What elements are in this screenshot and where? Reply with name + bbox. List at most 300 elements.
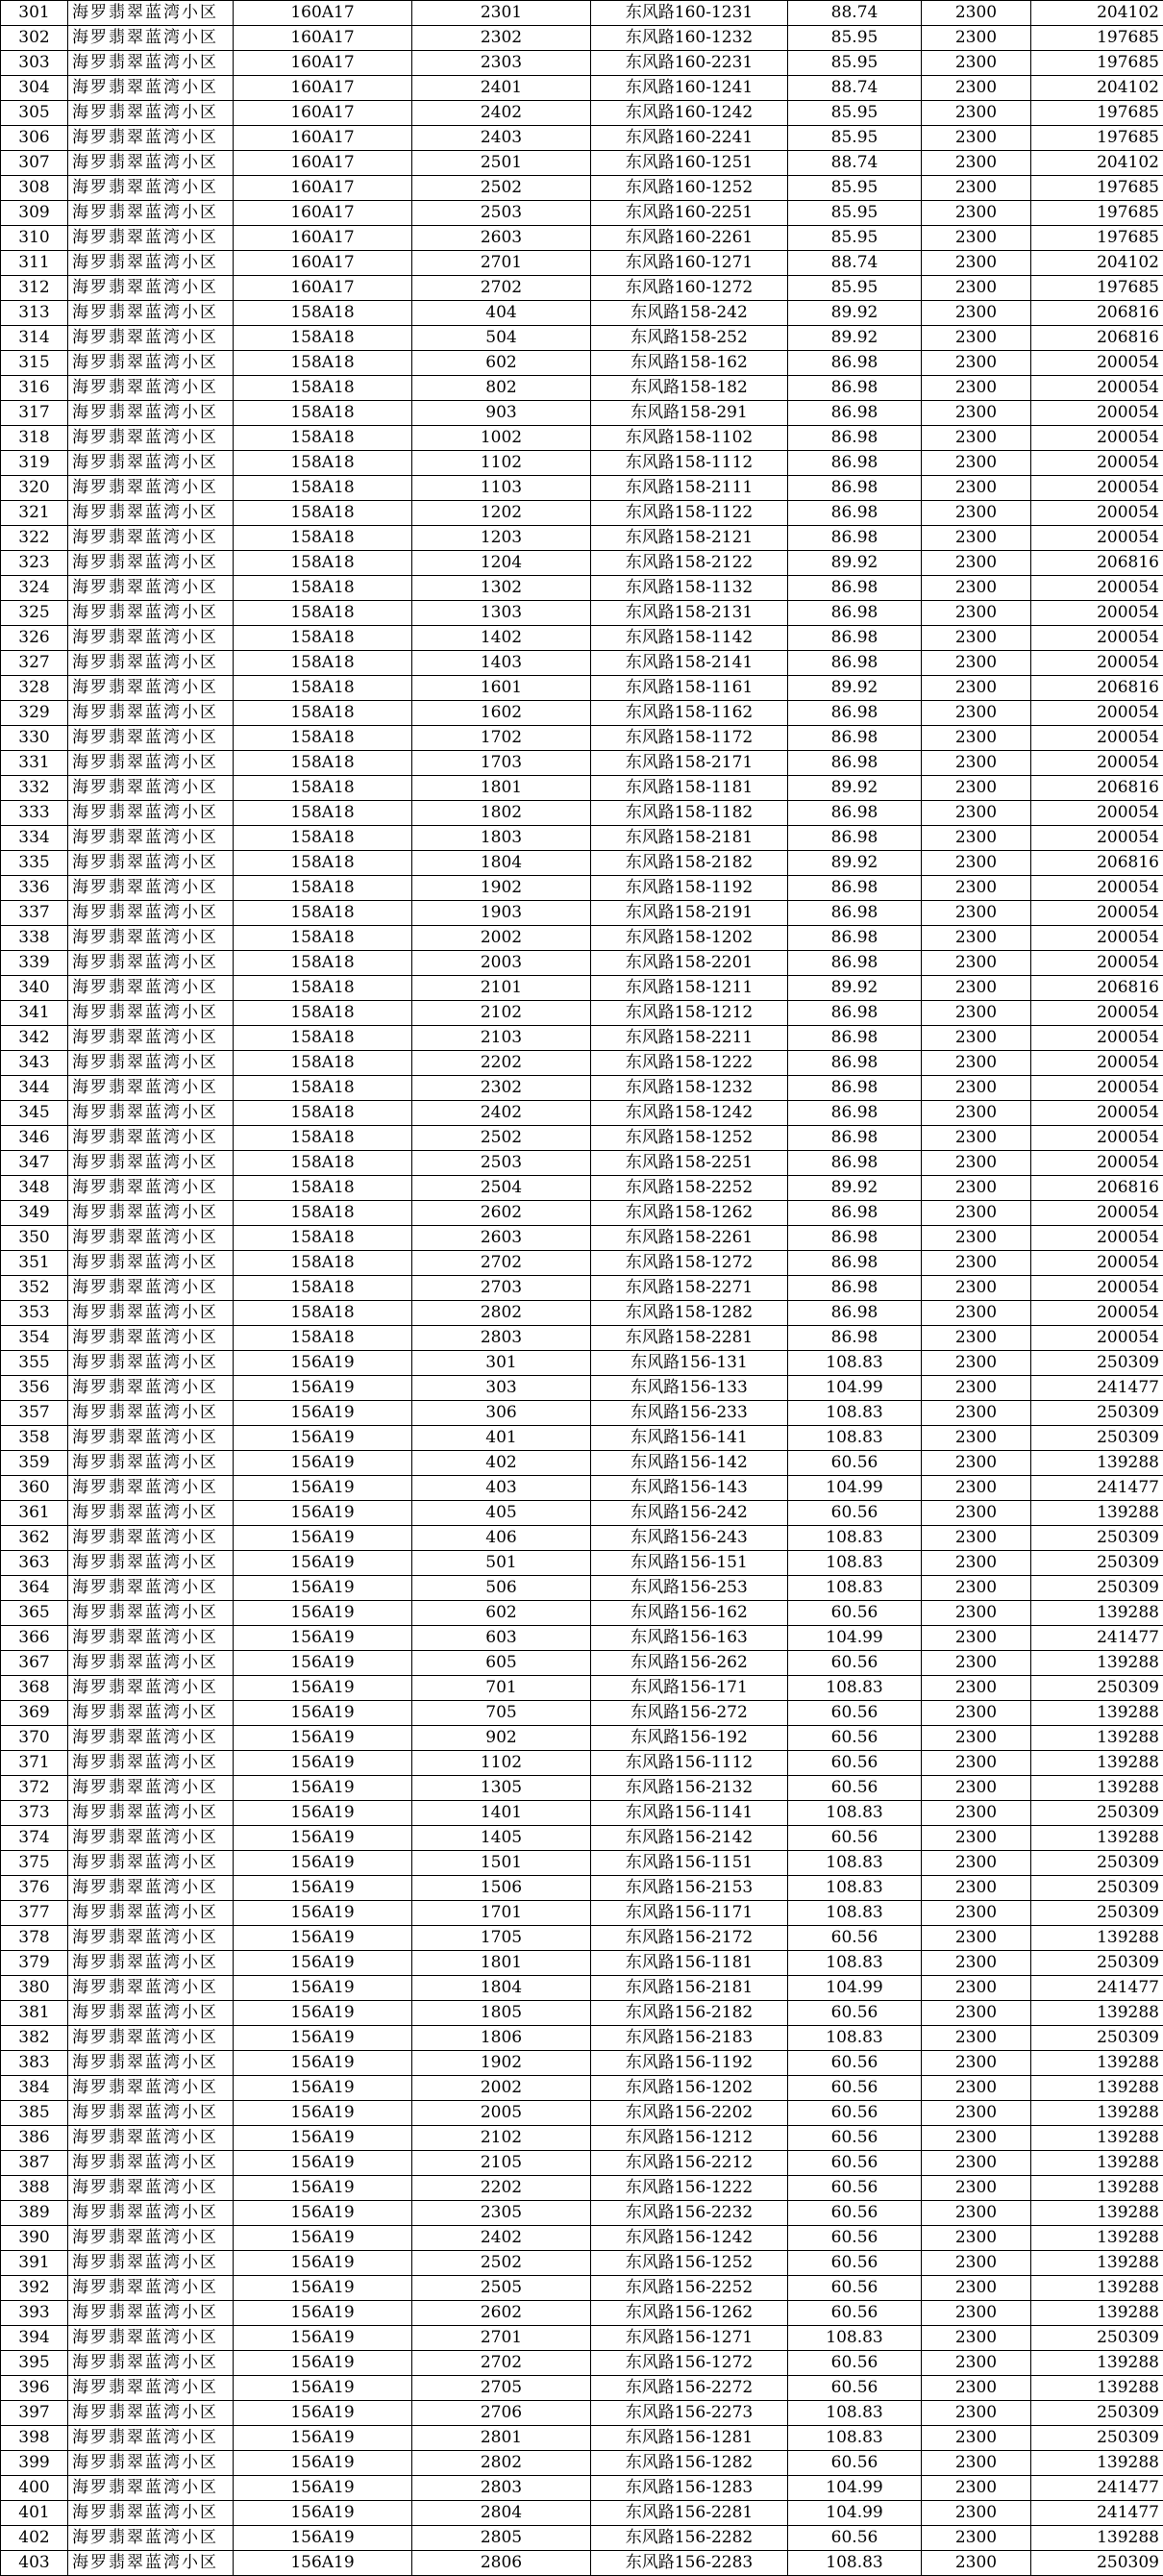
address-cell: 东风路158-1212 xyxy=(591,1001,788,1026)
room-number-cell: 1305 xyxy=(412,1776,591,1801)
address-cell: 东风路158-1172 xyxy=(591,726,788,751)
area-cell: 104.99 xyxy=(788,1626,922,1651)
community-name-cell: 海罗翡翠蓝湾小区 xyxy=(68,2351,234,2376)
room-number-cell: 1705 xyxy=(412,1926,591,1951)
unit-price-cell: 2300 xyxy=(922,2351,1031,2376)
row-number-cell: 341 xyxy=(1,1001,68,1026)
total-price-cell: 206816 xyxy=(1031,326,1163,351)
table-row xyxy=(1,1101,1163,1126)
unit-price-cell: 2300 xyxy=(922,2226,1031,2251)
total-price-cell: 200054 xyxy=(1031,1101,1163,1126)
table-row xyxy=(1,1476,1163,1501)
unit-price-cell: 2300 xyxy=(922,1501,1031,1526)
area-cell: 108.83 xyxy=(788,1801,922,1826)
building-cell: 156A19 xyxy=(234,2151,412,2176)
address-cell: 东风路160-1231 xyxy=(591,1,788,26)
row-number-cell: 379 xyxy=(1,1951,68,1976)
unit-price-cell: 2300 xyxy=(922,1926,1031,1951)
address-cell: 东风路156-1202 xyxy=(591,2076,788,2101)
row-number-cell: 397 xyxy=(1,2401,68,2426)
unit-price-cell: 2300 xyxy=(922,1426,1031,1451)
area-cell: 85.95 xyxy=(788,176,922,201)
total-price-cell: 200054 xyxy=(1031,801,1163,826)
row-number-cell: 315 xyxy=(1,351,68,376)
unit-price-cell: 2300 xyxy=(922,1076,1031,1101)
address-cell: 东风路156-272 xyxy=(591,1701,788,1726)
community-name-cell: 海罗翡翠蓝湾小区 xyxy=(68,1976,234,2001)
address-cell: 东风路156-242 xyxy=(591,1501,788,1526)
row-number-cell: 368 xyxy=(1,1676,68,1701)
total-price-cell: 250309 xyxy=(1031,2426,1163,2451)
table-row xyxy=(1,776,1163,801)
community-name-cell: 海罗翡翠蓝湾小区 xyxy=(68,1026,234,1051)
unit-price-cell: 2300 xyxy=(922,2001,1031,2026)
total-price-cell: 200054 xyxy=(1031,1201,1163,1226)
total-price-cell: 197685 xyxy=(1031,26,1163,51)
unit-price-cell: 2300 xyxy=(922,1151,1031,1176)
area-cell: 108.83 xyxy=(788,1951,922,1976)
room-number-cell: 2503 xyxy=(412,201,591,226)
room-number-cell: 1303 xyxy=(412,601,591,626)
table-row xyxy=(1,2126,1163,2151)
address-cell: 东风路156-1192 xyxy=(591,2051,788,2076)
table-row xyxy=(1,2526,1163,2551)
total-price-cell: 200054 xyxy=(1031,601,1163,626)
total-price-cell: 197685 xyxy=(1031,126,1163,151)
table-row xyxy=(1,876,1163,901)
community-name-cell: 海罗翡翠蓝湾小区 xyxy=(68,426,234,451)
room-number-cell: 1102 xyxy=(412,451,591,476)
row-number-cell: 320 xyxy=(1,476,68,501)
address-cell: 东风路156-233 xyxy=(591,1401,788,1426)
area-cell: 86.98 xyxy=(788,1076,922,1101)
table-row xyxy=(1,1226,1163,1251)
table-row xyxy=(1,2251,1163,2276)
address-cell: 东风路158-1282 xyxy=(591,1301,788,1326)
table-row xyxy=(1,1051,1163,1076)
community-name-cell: 海罗翡翠蓝湾小区 xyxy=(68,2176,234,2201)
address-cell: 东风路158-1102 xyxy=(591,426,788,451)
building-cell: 156A19 xyxy=(234,1676,412,1701)
community-name-cell: 海罗翡翠蓝湾小区 xyxy=(68,2226,234,2251)
address-cell: 东风路156-163 xyxy=(591,1626,788,1651)
row-number-cell: 308 xyxy=(1,176,68,201)
room-number-cell: 303 xyxy=(412,1376,591,1401)
unit-price-cell: 2300 xyxy=(922,1401,1031,1426)
unit-price-cell: 2300 xyxy=(922,2526,1031,2551)
room-number-cell: 1703 xyxy=(412,751,591,776)
community-name-cell: 海罗翡翠蓝湾小区 xyxy=(68,1576,234,1601)
room-number-cell: 1506 xyxy=(412,1876,591,1901)
address-cell: 东风路156-1242 xyxy=(591,2226,788,2251)
area-cell: 89.92 xyxy=(788,326,922,351)
building-cell: 156A19 xyxy=(234,2326,412,2351)
total-price-cell: 200054 xyxy=(1031,376,1163,401)
unit-price-cell: 2300 xyxy=(922,1851,1031,1876)
community-name-cell: 海罗翡翠蓝湾小区 xyxy=(68,351,234,376)
address-cell: 东风路160-1252 xyxy=(591,176,788,201)
address-cell: 东风路156-2172 xyxy=(591,1926,788,1951)
row-number-cell: 346 xyxy=(1,1126,68,1151)
community-name-cell: 海罗翡翠蓝湾小区 xyxy=(68,2251,234,2276)
row-number-cell: 399 xyxy=(1,2451,68,2476)
address-cell: 东风路158-1122 xyxy=(591,501,788,526)
building-cell: 160A17 xyxy=(234,26,412,51)
community-name-cell: 海罗翡翠蓝湾小区 xyxy=(68,1776,234,1801)
row-number-cell: 326 xyxy=(1,626,68,651)
address-cell: 东风路156-2212 xyxy=(591,2151,788,2176)
table-row xyxy=(1,2026,1163,2051)
table-row xyxy=(1,2176,1163,2201)
table-row xyxy=(1,2101,1163,2126)
address-cell: 东风路156-2232 xyxy=(591,2201,788,2226)
building-cell: 158A18 xyxy=(234,551,412,576)
community-name-cell: 海罗翡翠蓝湾小区 xyxy=(68,1476,234,1501)
building-cell: 160A17 xyxy=(234,226,412,251)
total-price-cell: 139288 xyxy=(1031,1726,1163,1751)
unit-price-cell: 2300 xyxy=(922,1776,1031,1801)
area-cell: 86.98 xyxy=(788,1126,922,1151)
building-cell: 156A19 xyxy=(234,1801,412,1826)
community-name-cell: 海罗翡翠蓝湾小区 xyxy=(68,2526,234,2551)
address-cell: 东风路160-1232 xyxy=(591,26,788,51)
area-cell: 86.98 xyxy=(788,376,922,401)
room-number-cell: 1103 xyxy=(412,476,591,501)
building-cell: 156A19 xyxy=(234,2001,412,2026)
area-cell: 86.98 xyxy=(788,626,922,651)
row-number-cell: 305 xyxy=(1,101,68,126)
building-cell: 156A19 xyxy=(234,1726,412,1751)
unit-price-cell: 2300 xyxy=(922,801,1031,826)
room-number-cell: 2806 xyxy=(412,2551,591,2576)
table-row xyxy=(1,1901,1163,1926)
area-cell: 85.95 xyxy=(788,101,922,126)
area-cell: 85.95 xyxy=(788,126,922,151)
area-cell: 60.56 xyxy=(788,2301,922,2326)
unit-price-cell: 2300 xyxy=(922,2476,1031,2501)
row-number-cell: 303 xyxy=(1,51,68,76)
total-price-cell: 250309 xyxy=(1031,1526,1163,1551)
area-cell: 60.56 xyxy=(788,2001,922,2026)
community-name-cell: 海罗翡翠蓝湾小区 xyxy=(68,2451,234,2476)
area-cell: 86.98 xyxy=(788,451,922,476)
community-name-cell: 海罗翡翠蓝湾小区 xyxy=(68,2001,234,2026)
address-cell: 东风路160-2261 xyxy=(591,226,788,251)
row-number-cell: 328 xyxy=(1,676,68,701)
building-cell: 158A18 xyxy=(234,1226,412,1251)
total-price-cell: 200054 xyxy=(1031,501,1163,526)
total-price-cell: 200054 xyxy=(1031,1001,1163,1026)
building-cell: 158A18 xyxy=(234,476,412,501)
row-number-cell: 306 xyxy=(1,126,68,151)
area-cell: 108.83 xyxy=(788,1676,922,1701)
community-name-cell: 海罗翡翠蓝湾小区 xyxy=(68,926,234,951)
total-price-cell: 139288 xyxy=(1031,2176,1163,2201)
address-cell: 东风路156-1252 xyxy=(591,2251,788,2276)
row-number-cell: 318 xyxy=(1,426,68,451)
room-number-cell: 2803 xyxy=(412,1326,591,1351)
address-cell: 东风路158-1252 xyxy=(591,1126,788,1151)
address-cell: 东风路156-1271 xyxy=(591,2326,788,2351)
room-number-cell: 2603 xyxy=(412,226,591,251)
table-row xyxy=(1,1326,1163,1351)
unit-price-cell: 2300 xyxy=(922,1726,1031,1751)
unit-price-cell: 2300 xyxy=(922,876,1031,901)
community-name-cell: 海罗翡翠蓝湾小区 xyxy=(68,976,234,1001)
total-price-cell: 139288 xyxy=(1031,2226,1163,2251)
community-name-cell: 海罗翡翠蓝湾小区 xyxy=(68,1651,234,1676)
table-row xyxy=(1,1501,1163,1526)
row-number-cell: 380 xyxy=(1,1976,68,2001)
building-cell: 156A19 xyxy=(234,2101,412,2126)
building-cell: 156A19 xyxy=(234,1901,412,1926)
row-number-cell: 324 xyxy=(1,576,68,601)
row-number-cell: 348 xyxy=(1,1176,68,1201)
row-number-cell: 398 xyxy=(1,2426,68,2451)
row-number-cell: 336 xyxy=(1,876,68,901)
unit-price-cell: 2300 xyxy=(922,2201,1031,2226)
community-name-cell: 海罗翡翠蓝湾小区 xyxy=(68,2551,234,2576)
table-row xyxy=(1,1376,1163,1401)
room-number-cell: 902 xyxy=(412,1726,591,1751)
total-price-cell: 250309 xyxy=(1031,2551,1163,2576)
table-row xyxy=(1,126,1163,151)
area-cell: 60.56 xyxy=(788,1601,922,1626)
address-cell: 东风路158-2141 xyxy=(591,651,788,676)
address-cell: 东风路158-242 xyxy=(591,301,788,326)
row-number-cell: 385 xyxy=(1,2101,68,2126)
area-cell: 60.56 xyxy=(788,2076,922,2101)
total-price-cell: 200054 xyxy=(1031,876,1163,901)
row-number-cell: 304 xyxy=(1,76,68,101)
table-row xyxy=(1,51,1163,76)
unit-price-cell: 2300 xyxy=(922,2151,1031,2176)
address-cell: 东风路160-2251 xyxy=(591,201,788,226)
area-cell: 86.98 xyxy=(788,426,922,451)
community-name-cell: 海罗翡翠蓝湾小区 xyxy=(68,901,234,926)
unit-price-cell: 2300 xyxy=(922,2426,1031,2451)
building-cell: 160A17 xyxy=(234,201,412,226)
area-cell: 85.95 xyxy=(788,26,922,51)
room-number-cell: 2202 xyxy=(412,2176,591,2201)
total-price-cell: 250309 xyxy=(1031,1551,1163,1576)
unit-price-cell: 2300 xyxy=(922,1701,1031,1726)
total-price-cell: 139288 xyxy=(1031,2301,1163,2326)
row-number-cell: 334 xyxy=(1,826,68,851)
address-cell: 东风路156-171 xyxy=(591,1676,788,1701)
unit-price-cell: 2300 xyxy=(922,1801,1031,1826)
unit-price-cell: 2300 xyxy=(922,1301,1031,1326)
community-name-cell: 海罗翡翠蓝湾小区 xyxy=(68,1126,234,1151)
total-price-cell: 250309 xyxy=(1031,2026,1163,2051)
table-row xyxy=(1,2276,1163,2301)
total-price-cell: 139288 xyxy=(1031,1601,1163,1626)
row-number-cell: 393 xyxy=(1,2301,68,2326)
building-cell: 158A18 xyxy=(234,726,412,751)
building-cell: 156A19 xyxy=(234,1651,412,1676)
area-cell: 104.99 xyxy=(788,1976,922,2001)
room-number-cell: 2301 xyxy=(412,1,591,26)
total-price-cell: 200054 xyxy=(1031,1326,1163,1351)
room-number-cell: 2502 xyxy=(412,1126,591,1151)
room-number-cell: 2504 xyxy=(412,1176,591,1201)
room-number-cell: 2502 xyxy=(412,2251,591,2276)
building-cell: 158A18 xyxy=(234,1101,412,1126)
row-number-cell: 353 xyxy=(1,1301,68,1326)
unit-price-cell: 2300 xyxy=(922,526,1031,551)
address-cell: 东风路156-1222 xyxy=(591,2176,788,2201)
address-cell: 东风路156-1283 xyxy=(591,2476,788,2501)
total-price-cell: 139288 xyxy=(1031,2001,1163,2026)
address-cell: 东风路158-2181 xyxy=(591,826,788,851)
total-price-cell: 250309 xyxy=(1031,1576,1163,1601)
room-number-cell: 2603 xyxy=(412,1226,591,1251)
room-number-cell: 2002 xyxy=(412,2076,591,2101)
table-row xyxy=(1,2151,1163,2176)
unit-price-cell: 2300 xyxy=(922,2051,1031,2076)
community-name-cell: 海罗翡翠蓝湾小区 xyxy=(68,1001,234,1026)
building-cell: 156A19 xyxy=(234,1976,412,2001)
community-name-cell: 海罗翡翠蓝湾小区 xyxy=(68,1326,234,1351)
community-name-cell: 海罗翡翠蓝湾小区 xyxy=(68,701,234,726)
area-cell: 86.98 xyxy=(788,951,922,976)
unit-price-cell: 2300 xyxy=(922,1676,1031,1701)
room-number-cell: 2602 xyxy=(412,1201,591,1226)
community-name-cell: 海罗翡翠蓝湾小区 xyxy=(68,2476,234,2501)
room-number-cell: 2403 xyxy=(412,126,591,151)
area-cell: 86.98 xyxy=(788,701,922,726)
building-cell: 158A18 xyxy=(234,1051,412,1076)
area-cell: 60.56 xyxy=(788,2251,922,2276)
building-cell: 156A19 xyxy=(234,1576,412,1601)
table-row xyxy=(1,301,1163,326)
community-name-cell: 海罗翡翠蓝湾小区 xyxy=(68,851,234,876)
address-cell: 东风路158-182 xyxy=(591,376,788,401)
address-cell: 东风路156-1282 xyxy=(591,2451,788,2476)
building-cell: 158A18 xyxy=(234,1126,412,1151)
area-cell: 86.98 xyxy=(788,1151,922,1176)
address-cell: 东风路156-162 xyxy=(591,1601,788,1626)
row-number-cell: 329 xyxy=(1,701,68,726)
row-number-cell: 384 xyxy=(1,2076,68,2101)
row-number-cell: 339 xyxy=(1,951,68,976)
room-number-cell: 1405 xyxy=(412,1826,591,1851)
table-row xyxy=(1,1676,1163,1701)
unit-price-cell: 2300 xyxy=(922,476,1031,501)
area-cell: 88.74 xyxy=(788,76,922,101)
table-row xyxy=(1,851,1163,876)
table-row xyxy=(1,1251,1163,1276)
unit-price-cell: 2300 xyxy=(922,1276,1031,1301)
room-number-cell: 2305 xyxy=(412,2201,591,2226)
area-cell: 86.98 xyxy=(788,576,922,601)
row-number-cell: 378 xyxy=(1,1926,68,1951)
table-row xyxy=(1,101,1163,126)
total-price-cell: 139288 xyxy=(1031,2151,1163,2176)
unit-price-cell: 2300 xyxy=(922,1326,1031,1351)
building-cell: 158A18 xyxy=(234,651,412,676)
total-price-cell: 250309 xyxy=(1031,1801,1163,1826)
total-price-cell: 250309 xyxy=(1031,2326,1163,2351)
address-cell: 东风路158-1112 xyxy=(591,451,788,476)
building-cell: 156A19 xyxy=(234,2176,412,2201)
community-name-cell: 海罗翡翠蓝湾小区 xyxy=(68,1626,234,1651)
community-name-cell: 海罗翡翠蓝湾小区 xyxy=(68,201,234,226)
building-cell: 158A18 xyxy=(234,976,412,1001)
unit-price-cell: 2300 xyxy=(922,551,1031,576)
area-cell: 88.74 xyxy=(788,1,922,26)
area-cell: 60.56 xyxy=(788,1501,922,1526)
table-row xyxy=(1,1701,1163,1726)
row-number-cell: 344 xyxy=(1,1076,68,1101)
room-number-cell: 605 xyxy=(412,1651,591,1676)
row-number-cell: 392 xyxy=(1,2276,68,2301)
room-number-cell: 2101 xyxy=(412,976,591,1001)
room-number-cell: 2401 xyxy=(412,76,591,101)
room-number-cell: 603 xyxy=(412,1626,591,1651)
area-cell: 86.98 xyxy=(788,501,922,526)
total-price-cell: 200054 xyxy=(1031,1301,1163,1326)
row-number-cell: 365 xyxy=(1,1601,68,1626)
unit-price-cell: 2300 xyxy=(922,2126,1031,2151)
address-cell: 东风路158-162 xyxy=(591,351,788,376)
building-cell: 156A19 xyxy=(234,1751,412,1776)
row-number-cell: 302 xyxy=(1,26,68,51)
address-cell: 东风路156-142 xyxy=(591,1451,788,1476)
community-name-cell: 海罗翡翠蓝湾小区 xyxy=(68,476,234,501)
building-cell: 158A18 xyxy=(234,1176,412,1201)
row-number-cell: 357 xyxy=(1,1401,68,1426)
area-cell: 108.83 xyxy=(788,1526,922,1551)
address-cell: 东风路158-1211 xyxy=(591,976,788,1001)
address-cell: 东风路158-2121 xyxy=(591,526,788,551)
row-number-cell: 372 xyxy=(1,1776,68,1801)
address-cell: 东风路156-1141 xyxy=(591,1801,788,1826)
address-cell: 东风路156-253 xyxy=(591,1576,788,1601)
room-number-cell: 2701 xyxy=(412,2326,591,2351)
room-number-cell: 1402 xyxy=(412,626,591,651)
community-name-cell: 海罗翡翠蓝湾小区 xyxy=(68,726,234,751)
row-number-cell: 382 xyxy=(1,2026,68,2051)
total-price-cell: 250309 xyxy=(1031,1851,1163,1876)
row-number-cell: 371 xyxy=(1,1751,68,1776)
community-name-cell: 海罗翡翠蓝湾小区 xyxy=(68,951,234,976)
community-name-cell: 海罗翡翠蓝湾小区 xyxy=(68,1701,234,1726)
table-row xyxy=(1,2226,1163,2251)
room-number-cell: 701 xyxy=(412,1676,591,1701)
building-cell: 156A19 xyxy=(234,2226,412,2251)
building-cell: 156A19 xyxy=(234,2126,412,2151)
address-cell: 东风路158-1222 xyxy=(591,1051,788,1076)
community-name-cell: 海罗翡翠蓝湾小区 xyxy=(68,1301,234,1326)
community-name-cell: 海罗翡翠蓝湾小区 xyxy=(68,1901,234,1926)
building-cell: 156A19 xyxy=(234,2451,412,2476)
building-cell: 156A19 xyxy=(234,1926,412,1951)
community-name-cell: 海罗翡翠蓝湾小区 xyxy=(68,576,234,601)
unit-price-cell: 2300 xyxy=(922,1176,1031,1201)
unit-price-cell: 2300 xyxy=(922,1201,1031,1226)
address-cell: 东风路156-2132 xyxy=(591,1776,788,1801)
address-cell: 东风路158-2131 xyxy=(591,601,788,626)
table-row xyxy=(1,351,1163,376)
row-number-cell: 327 xyxy=(1,651,68,676)
community-name-cell: 海罗翡翠蓝湾小区 xyxy=(68,1351,234,1376)
area-cell: 89.92 xyxy=(788,551,922,576)
building-cell: 160A17 xyxy=(234,276,412,301)
area-cell: 86.98 xyxy=(788,826,922,851)
address-cell: 东风路158-2191 xyxy=(591,901,788,926)
room-number-cell: 2402 xyxy=(412,1101,591,1126)
